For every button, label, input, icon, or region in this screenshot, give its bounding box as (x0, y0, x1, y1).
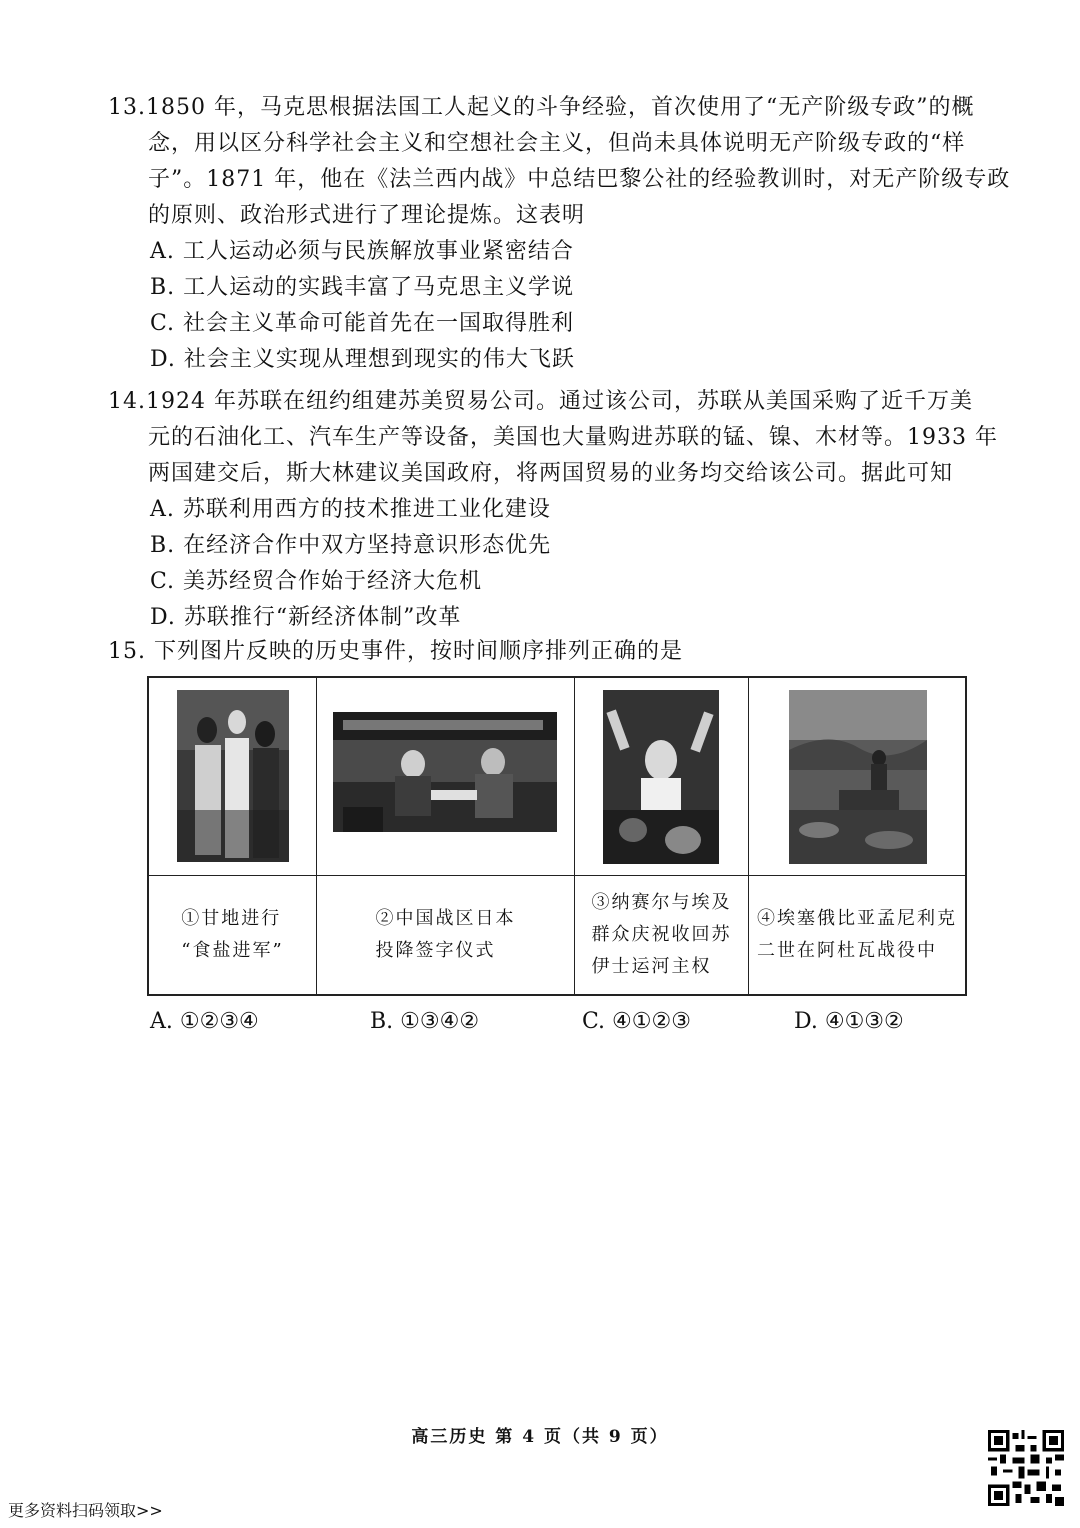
caption-line: “食盐进军” (181, 940, 284, 961)
image-table (147, 676, 967, 996)
question-text-line: 14.1924 年苏联在纽约组建苏美贸易公司。通过该公司，苏联从美国采购了近千万美 (108, 389, 973, 414)
option-d: D. 苏联推行“新经济体制”改革 (150, 605, 462, 630)
question-15 (108, 634, 988, 670)
photo-cell-3 (575, 678, 749, 876)
qr-code-icon[interactable] (988, 1430, 1064, 1506)
question-13 (108, 90, 1011, 378)
caption-line: ③纳赛尔与埃及 (591, 892, 732, 913)
option-b: B. 工人运动的实践丰富了马克思主义学说 (150, 275, 575, 300)
caption-cell-2 (317, 876, 575, 994)
answer-c: C. ④①②③ (582, 1009, 691, 1034)
question-text-line: 的原则、政治形式进行了理论提炼。这表明 (148, 203, 586, 228)
question-text-line: 念，用以区分科学社会主义和空想社会主义，但尚未具体说明无产阶级专政的“样 (148, 131, 966, 156)
photo-cell-4 (749, 678, 965, 876)
caption-cell-3 (575, 876, 749, 994)
caption-line: ④埃塞俄比亚孟尼利克 (757, 908, 957, 929)
option-a: A. 工人运动必须与民族解放事业紧密结合 (150, 239, 574, 264)
question-text-line: 元的石油化工、汽车生产等设备，美国也大量购进苏联的锰、镍、木材等。1933 年 (148, 425, 998, 450)
japan-surrender-photo (333, 712, 557, 832)
caption-line: 群众庆祝收回苏 (591, 924, 732, 945)
caption-line: ②中国战区日本 (375, 908, 516, 929)
gandhi-salt-march-photo (177, 690, 289, 862)
nasser-suez-photo (603, 690, 719, 864)
photo-cell-2 (317, 678, 575, 876)
question-text-line: 两国建交后，斯大林建议美国政府，将两国贸易的业务均交给该公司。据此可知 (148, 461, 954, 486)
option-c: C. 美苏经贸合作始于经济大危机 (150, 569, 483, 594)
caption-line: 二世在阿杜瓦战役中 (757, 940, 937, 961)
question-text-line: 子”。1871 年，他在《法兰西内战》中总结巴黎公社的经验教训时，对无产阶级专政 (148, 167, 1011, 192)
caption-line: 投降签字仪式 (375, 940, 496, 961)
caption-line: ①甘地进行 (181, 908, 282, 929)
photo-cell-1 (149, 678, 317, 876)
adwa-battle-painting (789, 690, 927, 864)
question-14 (108, 384, 998, 636)
answer-options (150, 1004, 970, 1040)
answer-b: B. ①③④② (370, 1009, 480, 1034)
page-footer: 高三历史 第 4 页（共 9 页） (411, 1427, 669, 1447)
scan-note: 更多资料扫码领取>> (8, 1501, 163, 1520)
caption-cell-4 (749, 876, 965, 994)
option-c: C. 社会主义革命可能首先在一国取得胜利 (150, 311, 575, 336)
question-text-line: 13.1850 年，马克思根据法国工人起义的斗争经验，首次使用了“无产阶级专政”的概 (108, 95, 975, 120)
caption-line: 伊士运河主权 (591, 956, 712, 977)
question-text-line: 15. 下列图片反映的历史事件，按时间顺序排列正确的是 (108, 639, 683, 664)
option-d: D. 社会主义实现从理想到现实的伟大飞跃 (150, 347, 575, 372)
answer-a: A. ①②③④ (150, 1009, 259, 1034)
answer-d: D. ④①③② (794, 1009, 904, 1034)
caption-cell-1 (149, 876, 317, 994)
option-a: A. 苏联利用西方的技术推进工业化建设 (150, 497, 551, 522)
option-b: B. 在经济合作中双方坚持意识形态优先 (150, 533, 552, 558)
